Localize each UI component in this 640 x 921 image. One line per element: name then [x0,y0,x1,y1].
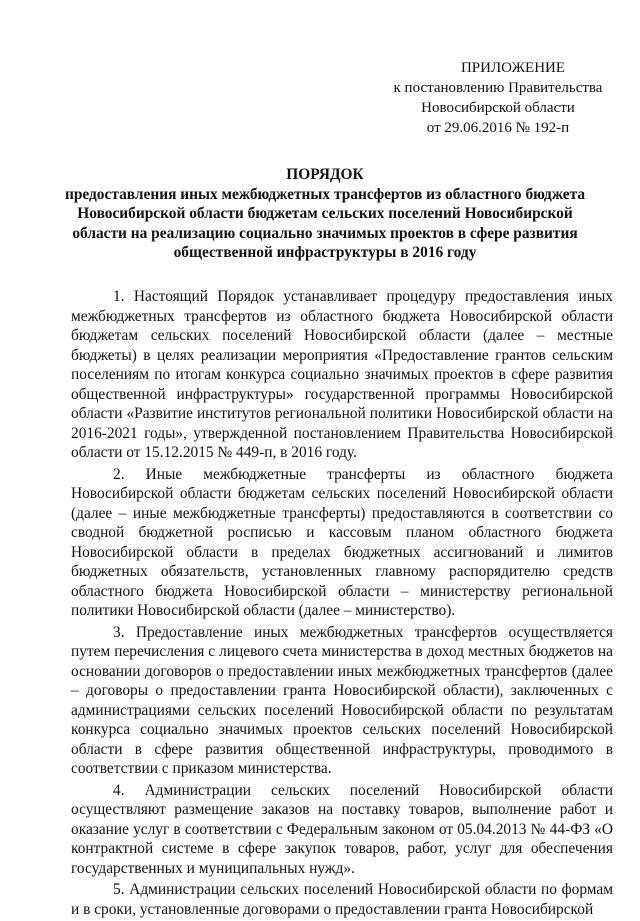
paragraph-4: 4. Администрации сельских поселений Новосибирской области осуществляют размещение заказов на поставку товаров, выполнение работ и оказание услуг в соответствии с Федеральным законом от 05.04.2013 № 44-ФЗ «О контрактной системе в сфере закупок товаров, работ, услуг для обеспечения государственных и муниципальных нужд». [71,781,613,877]
appendix-title: ПРИЛОЖЕНИЕ [460,60,566,76]
document-body [71,287,613,921]
appendix-line-2: Новосибирской области [421,100,575,116]
paragraph-2: 2. Иные межбюджетные трансферты из областного бюджета Новосибирской области бюджетам сельских поселений Новосибирской области (далее – иные межбюджетные трансферты) предоставляются в соответствии со сводной бюджетной росписью и кассовым планом областного бюджета Новосибирской области в пределах бюджетных ассигнований и лимитов бюджетных обязательств, установленных главному распорядителю средств областного бюджета Новосибирской области – министерству региональной политики Новосибирской области (далее – министерство). [71,465,613,619]
heading-line-3: области на реализацию социально значимых проектов в сфере развития [72,224,578,242]
appendix-line-1: к постановлению Правительства [393,80,603,96]
appendix-block [380,58,616,138]
paragraph-1: 1. Настоящий Порядок устанавливает процедуру предоставления иных межбюджетных трансфертов из областного бюджета Новосибирской области бюджетам сельских поселений Новосибирской области (далее – местные бюджеты) в целях реализации мероприятия «Предоставление грантов сельским поселениям по итогам конкурса социально значимых проектов в сфере развития общественной инфраструктуры» государственной программы Новосибирской области «Развитие институтов региональной политики Новосибирской области на 2016-2021 годы», утвержденной постановлением Правительства Новосибирской области от 15.12.2015 № 449-п, в 2016 году. [71,288,613,461]
heading-line-1: предоставления иных межбюджетных трансфертов из областного бюджета [64,185,586,203]
heading-line-2: Новосибирской области бюджетам сельских поселений Новосибирской [77,205,573,222]
appendix-line-3: от 29.06.2016 № 192-п [426,120,570,136]
paragraph-5: 5. Администрации сельских поселений Новосибирской области по формам и в сроки, установленные договорами о предоставлении гранта Новосибирской [71,881,613,918]
heading-title: ПОРЯДОК [286,166,364,183]
document-heading [40,165,610,263]
paragraph-3: 3. Предоставление иных межбюджетных трансфертов осуществляется путем перечисления с лицевого счета министерства в доход местных бюджетов на основании договоров о предоставлении иных межбюджетных трансфертов (далее – договоры о предоставлении гранта Новосибирской области), заключенных с администрациями сельских поселений Новосибирской области по результатам конкурса социально значимых проектов сельских поселений Новосибирской области в сфере развития общественной инфраструктуры, проводимого в соответствии с приказом министерства. [71,623,613,777]
heading-line-4: общественной инфраструктуры в 2016 году [173,244,477,261]
